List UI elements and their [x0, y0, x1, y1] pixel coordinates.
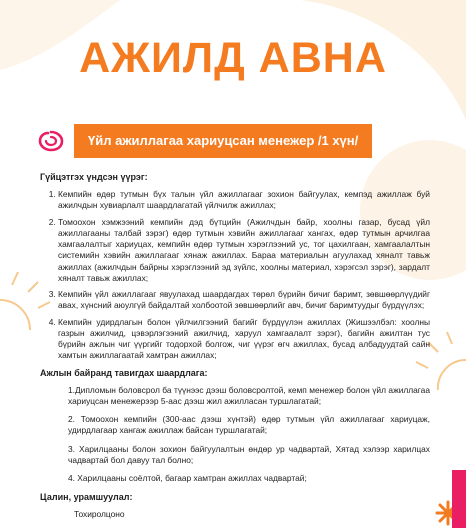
- salary-title: Цалин, урамшуулал:: [40, 492, 133, 503]
- requirements-title: Ажлын байранд тавигдах шаардлага:: [40, 367, 208, 378]
- spiral-logo-icon: [38, 130, 64, 152]
- pink-bar-bottom-right: [452, 470, 466, 528]
- salary-value: Тохиролцоно: [74, 509, 125, 520]
- duty-item: 3. Кемпийн үйл ажиллагааг явуулахад шаардагдах төрөл бүрийн бичиг баримт, зөвшөөрлүүдийг авах, хүнсний аюулгүй байдалтай холбоотой зөвшөөрлийг авч, бичиг баримтуудыг бүрдүүлэх;: [58, 289, 430, 312]
- requirement-item: 3. Харилцааны болон зохион байгуулалтын өндөр ур чадвартай, Хятад хэлээр харилцах чадвартай бол давуу тал болно;: [68, 443, 430, 465]
- job-description: [40, 171, 430, 521]
- duty-item: 1. Кемпийн өдөр тутмын бүх талын үйл ажиллагааг зохион байгуулах, кемпэд ажиллаж буй ажилчдын хувиарлалт шаардлагатай үйлчилж ажиллах;: [58, 189, 430, 212]
- requirement-item: 4. Харилцааны соёлтой, багаар хамтран ажиллах чадвартай;: [68, 473, 307, 484]
- requirements-list: [68, 385, 430, 485]
- page-title: АЖИЛД АВНА: [79, 34, 387, 82]
- duties-title: Гүйцэтгэх үндсэн үүрэг:: [40, 172, 148, 182]
- requirement-item: 2. Томоохон кемпийн (300-аас дээш хүнтэй) өдөр тутмын үйл ажиллагааг хариуцаж, удирдлагаар хангаж ажиллаж байсан туршлагатай;: [68, 414, 430, 436]
- duties-list: [40, 189, 430, 362]
- requirement-item: 1.Дипломын боловсрол ба түүнээс дээш боловсролтой, кемп менежер болон үйл ажиллагаа хариуцсан менежерээр 5-аас дээш жил ажилласан туршлагатай;: [68, 384, 430, 406]
- duty-item: 2. Томоохон хэмжээний кемпийн дэд бүтцийн (Ажилчдын байр, хоолны газар, бусад үйл ажиллагааны талбай зэрэг) өдөр тутмын хэвийн ажиллагааг хангах, өдөр тутмын арчилгаа хамгаалалтыг хариуцах, кемпийн өдөр тутмын хэрэглээний ус, тог цахилгаан, хамгаалалтын системийн хэвийн ажиллагааг хянаж ажиллах. Бараа материалын агуулахад хяналт тавьж ажиллах (ажилчдын байрны хэрэглээний эд зүйлс, хоолны материал, хэрэгсэл зэрэг), зардалт хяналт тавьж ажиллах;: [58, 217, 430, 285]
- duty-item: 4. Кемпийн удирдлагын болон үйлчилгээний багийг бүрдүүлэн ажиллах (Жишээлбэл: хоолны газрын ажилчид, цэвэрлэгээний ажилчид, харуул хамгаалалт зэрэг), багийн ажилтан тус бүрийн ажлын чиг үүргийг тодорхой болгож, чиг үүрэг өгч ажиллах, бусад албадуудтай сайн хамтын ажиллагаатай хамтран ажиллах;: [58, 317, 430, 362]
- position-banner: Үйл ажиллагаа хариуцсан менежер /1 хүн/: [74, 124, 372, 158]
